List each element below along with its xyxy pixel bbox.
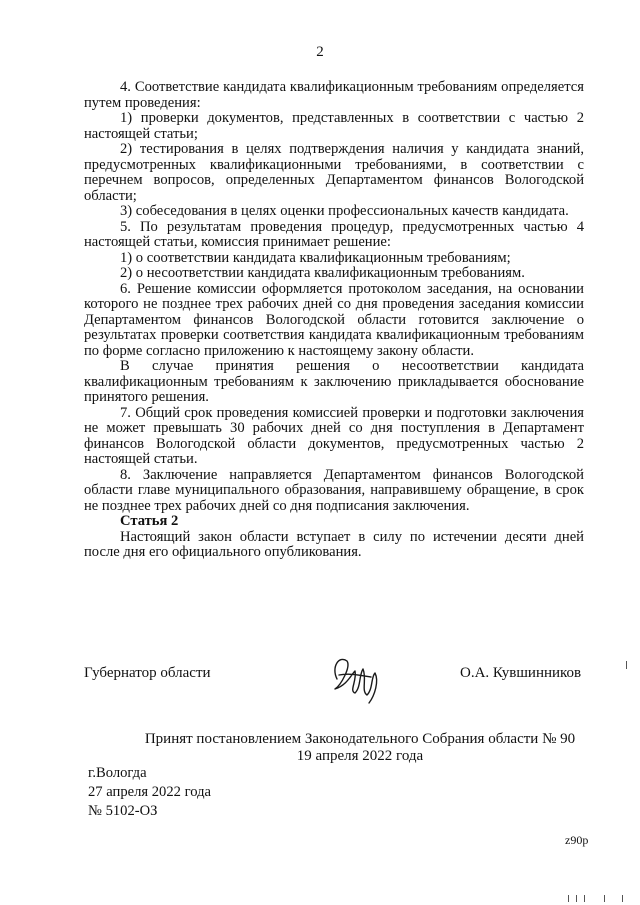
article1-paragraphs <box>84 80 584 514</box>
margin-mark <box>626 661 627 669</box>
paragraph: В случае принятия решения о несоответствии кандидата квалификационным требованиям к заключению прикладывается обоснование принятого решения. <box>84 358 584 405</box>
adoption-line-1: Принят постановлением Законодательного Собрания области № 90 <box>144 731 576 747</box>
margin-mark <box>576 895 577 902</box>
page-number: 2 <box>316 44 324 60</box>
adoption-line-2: 19 апреля 2022 года <box>296 748 424 764</box>
signatory-name: О.А. Кувшинников <box>460 665 582 681</box>
paragraph: 8. Заключение направляется Департаментом финансов Вологодской области главе муниципального образования, направившему обращение, в срок не позднее трех рабочих дней со дня подписания заключения. <box>84 466 584 514</box>
paragraph: 7. Общий срок проведения комиссией проверки и подготовки заключения не может превышать 30 рабочих дней со дня поступления в Департамент финансов Вологодской области документов, предусмотренных частью 2 настоящей статьи. <box>84 404 584 467</box>
document-code: z90p <box>565 833 589 847</box>
paragraph: 6. Решение комиссии оформляется протоколом заседания, на основании которого не позднее трех рабочих дней со дня проведения заседания комиссии Департаментом финансов Вологодской области готовится заключение о результатах проверки соответствия кандидата квалификационным требованиям по форме согласно приложению к настоящему закону области. <box>84 280 584 359</box>
adoption-note <box>130 731 590 765</box>
paragraph: 1) проверки документов, представленных в соответствии с частью 2 настоящей статьи; <box>84 110 584 142</box>
margin-mark <box>622 895 623 902</box>
issue-details <box>88 764 211 821</box>
law-number: № 5102-ОЗ <box>88 803 158 819</box>
margin-mark <box>584 895 585 902</box>
law-body <box>84 80 584 561</box>
paragraph: 2) о несоответствии кандидата квалификационным требованиям. <box>120 265 525 281</box>
paragraph: 5. По результатам проведения процедур, предусмотренных частью 4 настоящей статьи, комиссия принимает решение: <box>84 218 584 250</box>
issue-place: г.Вологда <box>88 765 147 781</box>
article2-text: Настоящий закон области вступает в силу по истечении десяти дней после дня его официального опубликования. <box>84 528 584 560</box>
handwritten-signature <box>325 645 385 705</box>
paragraph: 1) о соответствии кандидата квалификационным требованиям; <box>120 249 511 266</box>
margin-mark <box>604 895 605 902</box>
paragraph: 4. Соответствие кандидата квалификационным требованиям определяется путем проведения: <box>84 79 584 111</box>
paragraph: 3) собеседования в целях оценки профессиональных качеств кандидата. <box>120 203 569 219</box>
paragraph: 2) тестирования в целях подтверждения наличия у кандидата знаний, предусмотренных квалификационными требованиями, в соответствии с перечнем вопросов, определенных Департаментом финансов Вологодской области; <box>84 141 584 204</box>
signatory-role: Губернатор области <box>84 665 211 681</box>
article2-title: Статья 2 <box>120 513 179 529</box>
margin-mark <box>568 895 569 902</box>
issue-date: 27 апреля 2022 года <box>88 784 211 800</box>
